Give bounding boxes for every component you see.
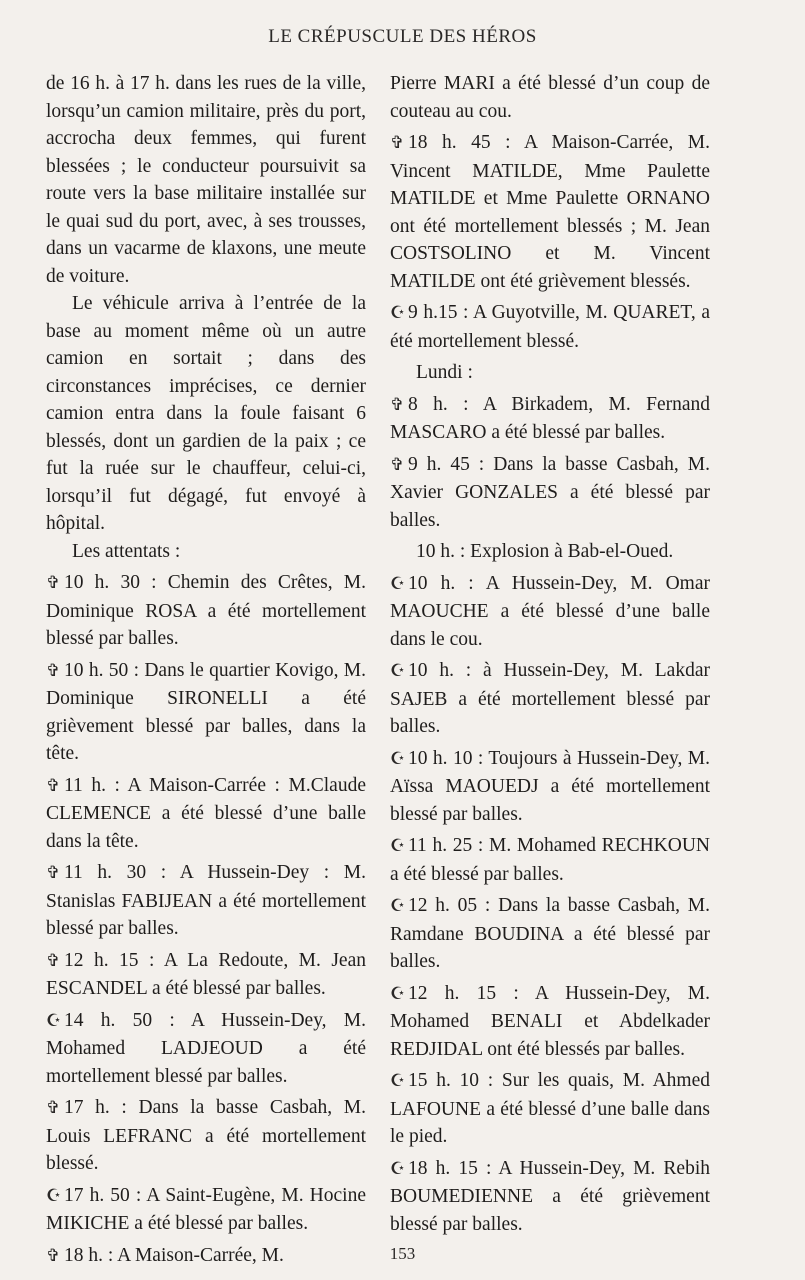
- cross-icon: ✞: [390, 454, 405, 475]
- crescent-icon: ☪: [390, 573, 406, 594]
- incident-entry: ☪ 18 h. 15 : A Hussein-Dey, M. Rebih BOUMEDIENNE a été grièvement blessé par balles.: [390, 1157, 710, 1235]
- cross-icon: ✞: [46, 1245, 61, 1266]
- crescent-icon: ☪: [46, 1010, 62, 1031]
- crescent-icon: ☪: [390, 836, 406, 856]
- incident-entry: ☪ 17 h. 50 : A Saint-Eugène, M. Hocine MIKICHE a été blessé par balles.: [46, 1184, 366, 1234]
- cross-icon: ✞: [46, 1098, 61, 1118]
- incident-entry: ✞ 11 h. : A Maison-Carrée : M.Claude CLEMENCE a été blessé d’une balle dans la tête.: [46, 774, 366, 852]
- incident-entry: ☪ 10 h. : A Hussein-Dey, M. Omar MAOUCHE a été blessé d’une balle dans le cou.: [390, 572, 710, 650]
- paragraph: Le véhicule arriva à l’entrée de la base au moment même où un autre camion en sortait ; dans des circonstances imprécises, ce dernier camion entra dans la foule faisant 6 blessés, dont un gardien de la paix ; ce fut la ruée sur le chauffeur, celui-ci, lorsqu’il fut dégagé, fut envoyé à hôpital.: [46, 293, 366, 534]
- cross-icon: ✞: [46, 950, 61, 971]
- crescent-icon: ☪: [390, 983, 406, 1004]
- crescent-icon: ☪: [390, 748, 406, 769]
- incident-entry: ✞ 11 h. 30 : A Hussein-Dey : M. Stanislas FABIJEAN a été mortellement blessé par balles.: [46, 862, 366, 939]
- incident-entry: ☪ 15 h. 10 : Sur les quais, M. Ahmed LAFOUNE a été blessé d’une balle dans le pied.: [390, 1070, 710, 1147]
- cross-icon: ✞: [46, 660, 61, 681]
- incident-entry: ✞ 18 h. 45 : A Maison-Carrée, M. Vincent MATILDE, Mme Paulette MATILDE et Mme Paulette ORNANO ont été mortellement blessés ; M. Jean COSTSOLINO et M. Vincent MATILDE ont été grièvement blessés.: [390, 132, 710, 292]
- page-number: 153: [389, 1244, 416, 1263]
- incident-entry: ✞ 10 h. 50 : Dans le quartier Kovigo, M. Dominique SIRONELLI a été grièvement blessé par balles, dans la tête.: [46, 659, 366, 764]
- paragraph: Pierre MARI a été blessé d’un coup de couteau au cou.: [390, 73, 710, 122]
- cross-icon: ✞: [46, 863, 61, 883]
- crescent-icon: ☪: [390, 1158, 406, 1179]
- crescent-icon: ☪: [390, 1071, 406, 1091]
- cross-icon: ✞: [46, 573, 61, 593]
- incident-entry: ☪ 12 h. 05 : Dans la basse Casbah, M. Ramdane BOUDINA a été blessé par balles.: [390, 895, 710, 972]
- crescent-icon: ☪: [390, 303, 406, 323]
- cross-icon: ✞: [390, 394, 405, 415]
- incident-entry: ✞ 12 h. 15 : A La Redoute, M. Jean ESCANDEL a été blessé par balles.: [46, 949, 366, 999]
- crescent-icon: ☪: [390, 896, 406, 916]
- incident-entry: ✞ 17 h. : Dans la basse Casbah, M. Louis LEFRANC a été mortellement blessé.: [46, 1097, 366, 1174]
- crescent-icon: ☪: [46, 1185, 62, 1206]
- section-label: Les attentats :: [72, 540, 181, 562]
- incident-entry: ✞ 10 h. 30 : Chemin des Crêtes, M. Dominique ROSA a été mortellement blessé par balles.: [46, 572, 366, 649]
- incident-entry: ☪ 10 h. : à Hussein-Dey, M. Lakdar SAJEB a été mortellement blessé par balles.: [390, 660, 710, 737]
- paragraph: de 16 h. à 17 h. dans les rues de la ville, lorsqu’un camion militaire, près du port, accrocha deux femmes, qui furent blessées ; le conducteur poursuivit sa route vers la base militaire installée sur le quai sud du port, avec, à ses trousses, dans un vacarme de klaxons, une meute de voiture.: [46, 73, 366, 287]
- section-label: Lundi :: [416, 362, 473, 383]
- incident-entry: 10 h. : Explosion à Bab-el-Oued.: [416, 541, 674, 562]
- running-title: LE CRÉPUSCULE DES HÉROS: [268, 26, 537, 47]
- incident-entry: ☪ 9 h.15 : A Guyotville, M. QUARET, a été mortellement blessé.: [390, 302, 710, 352]
- incident-entry: ✞ 8 h. : A Birkadem, M. Fernand MASCARO a été blessé par balles.: [390, 393, 710, 443]
- crescent-icon: ☪: [390, 661, 406, 681]
- right-column: [390, 70, 710, 1238]
- incident-entry: ☪ 12 h. 15 : A Hussein-Dey, M. Mohamed BENALI et Abdelkader REDJIDAL ont été blessés par balles.: [390, 982, 710, 1060]
- incident-entry: ✞ 18 h. : A Maison-Carrée, M.: [46, 1242, 366, 1271]
- incident-entry: ✞ 9 h. 45 : Dans la basse Casbah, M. Xavier GONZALES a été blessé par balles.: [390, 453, 710, 531]
- left-column: [46, 70, 366, 1270]
- incident-entry: ☪ 14 h. 50 : A Hussein-Dey, M. Mohamed LADJEOUD a été mortellement blessé par balles.: [46, 1009, 366, 1087]
- cross-icon: ✞: [390, 133, 405, 153]
- incident-entry: ☪ 10 h. 10 : Toujours à Hussein-Dey, M. Aïssa MAOUEDJ a été mortellement blessé par balles.: [390, 747, 710, 825]
- cross-icon: ✞: [46, 775, 61, 796]
- incident-entry: ☪ 11 h. 25 : M. Mohamed RECHKOUN a été blessé par balles.: [390, 835, 710, 885]
